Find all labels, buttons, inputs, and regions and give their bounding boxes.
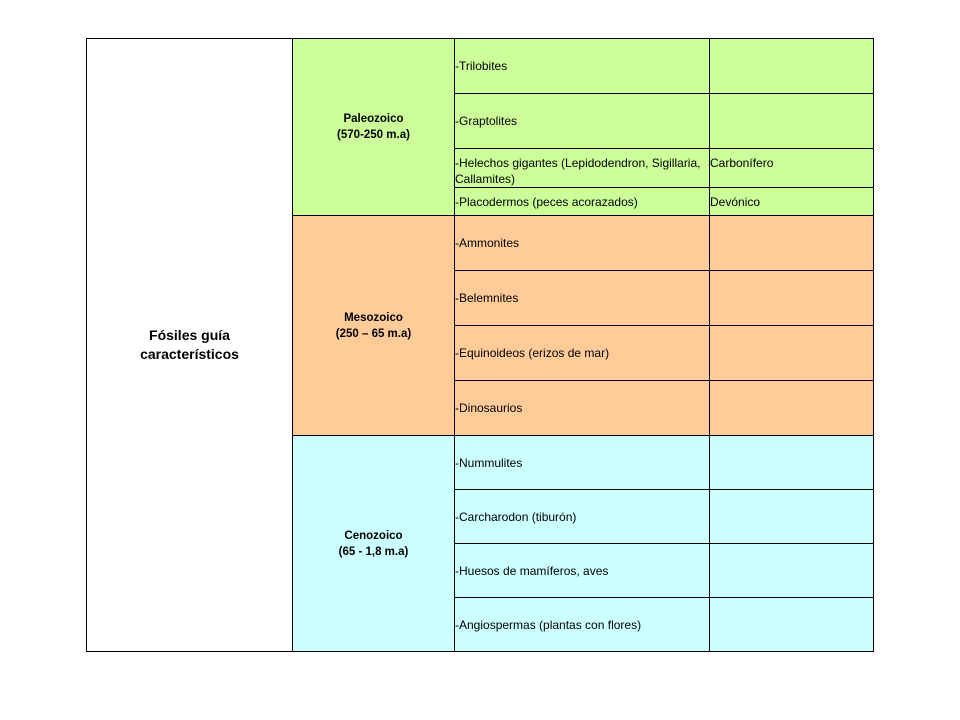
era-range-close: ) (404, 545, 409, 558)
era-range-close: ) (407, 327, 412, 340)
era-range: (570-250 m.a (337, 129, 407, 141)
fossil-cell: -Helechos gigantes (Lepidodendron, Sigillaria, Callamites) (455, 149, 710, 188)
main-label-line2: característicos (140, 346, 239, 362)
period-cell: Carbonífero (710, 149, 874, 188)
period-cell (710, 544, 874, 598)
fossil-cell: -Trilobites (455, 39, 710, 94)
fossil-cell: -Carcharodon (tiburón) (455, 490, 710, 544)
era-name: Paleozoico (343, 113, 404, 125)
period-cell (710, 436, 874, 490)
period-cell (710, 490, 874, 544)
fossil-cell: -Nummulites (455, 436, 710, 490)
table-row (87, 39, 874, 94)
fossil-cell: -Belemnites (455, 271, 710, 326)
era-cell-cenozoico (293, 436, 455, 652)
period-cell (710, 39, 874, 94)
period-cell (710, 381, 874, 436)
fossil-cell: -Graptolites (455, 94, 710, 149)
fossil-cell: -Ammonites (455, 216, 710, 271)
period-cell (710, 598, 874, 652)
era-name: Cenozoico (344, 529, 403, 542)
period-cell (710, 326, 874, 381)
fossil-cell: -Angiospermas (plantas con flores) (455, 598, 710, 652)
era-name: Mesozoico (344, 311, 403, 324)
period-cell (710, 271, 874, 326)
era-cell-mesozoico (293, 216, 455, 436)
period-cell (710, 94, 874, 149)
period-cell: Devónico (710, 188, 874, 216)
period-cell (710, 216, 874, 271)
era-range: (65 - 1,8 m.a (338, 545, 405, 558)
fossil-cell: -Dinosaurios (455, 381, 710, 436)
fossil-cell: -Equinoideos (erizos de mar) (455, 326, 710, 381)
main-label-line1: Fósiles guía (149, 327, 230, 343)
era-range-close: ) (406, 129, 410, 141)
fossil-cell: -Placodermos (peces acorazados) (455, 188, 710, 216)
era-cell-paleozoico (293, 39, 455, 216)
fossil-cell: -Huesos de mamíferos, aves (455, 544, 710, 598)
era-range: (250 – 65 m.a (335, 327, 408, 340)
main-label-cell (87, 39, 293, 652)
fossil-table (86, 38, 874, 652)
